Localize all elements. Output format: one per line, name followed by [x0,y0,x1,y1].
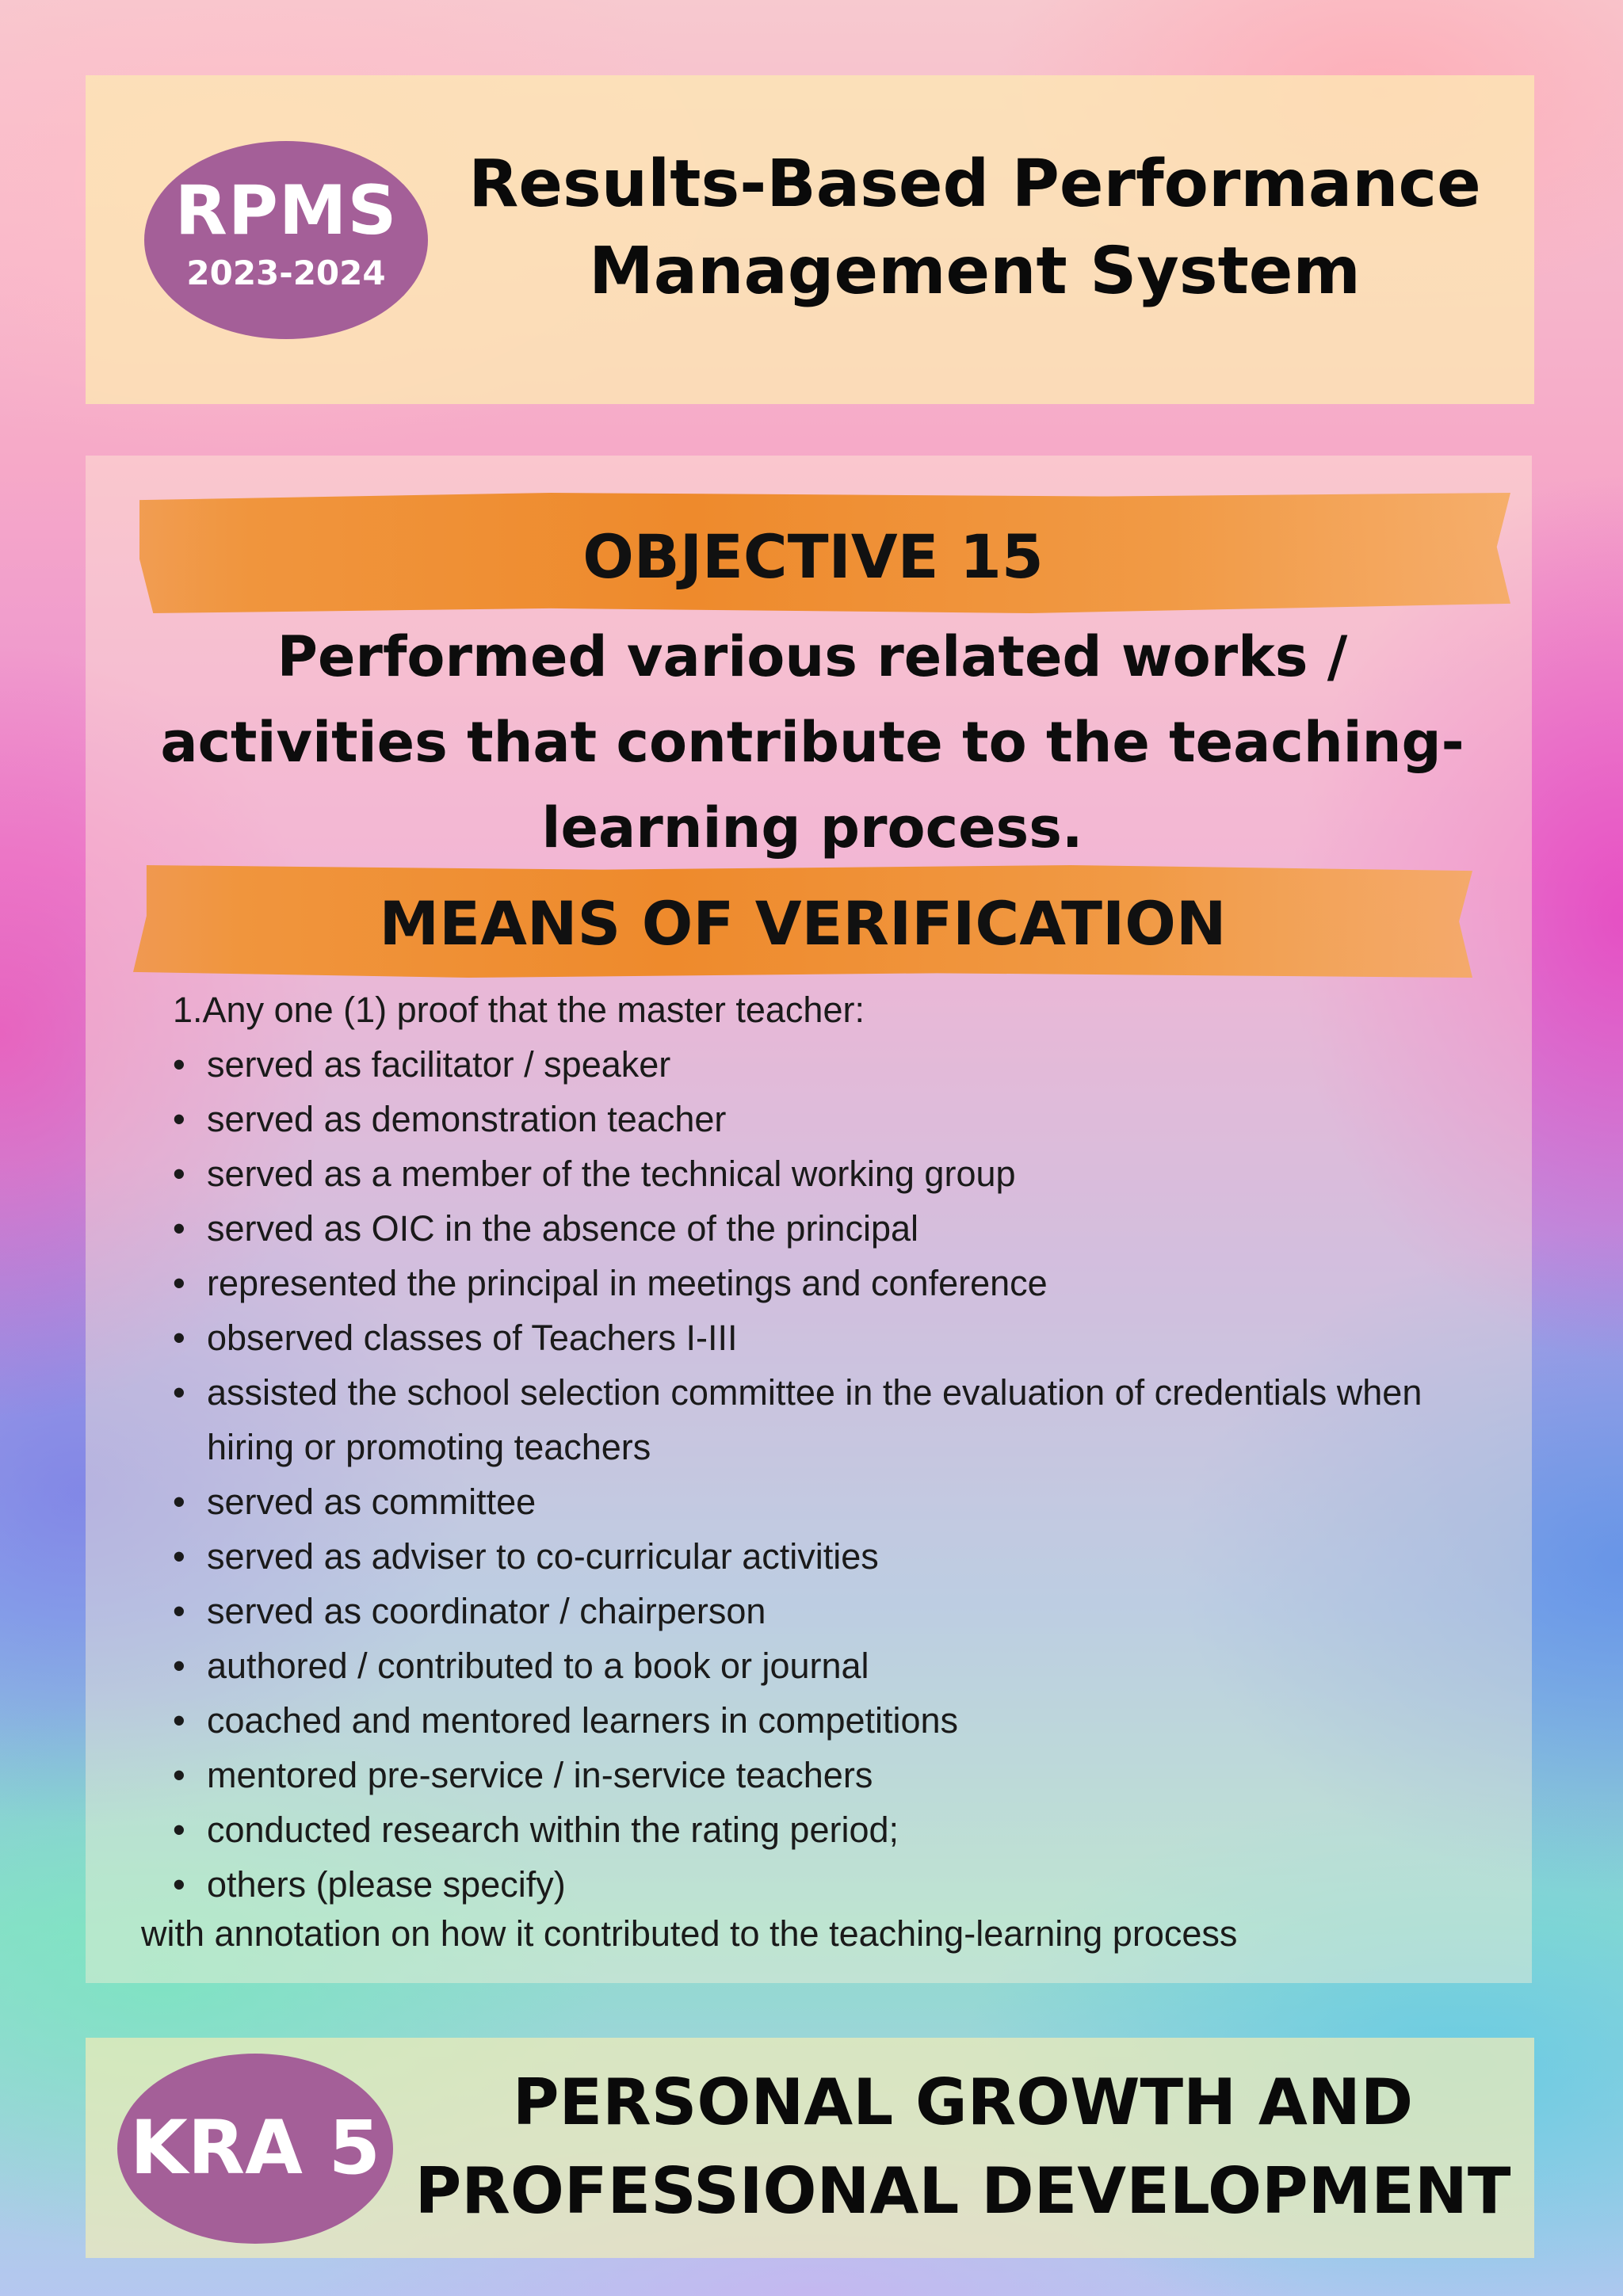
list-item-text: represented the principal in meetings and conference [207,1263,1048,1303]
list-item-text: assisted the school selection committee in the evaluation of credentials when hiring or promoting teachers [207,1372,1423,1467]
bullet-icon: • [173,1591,185,1631]
list-item [173,1037,1480,1092]
bullet-icon: • [173,1099,185,1139]
list-item [173,1365,1480,1474]
list-item [173,1584,1480,1638]
list-item [173,1529,1480,1584]
bullet-icon: • [173,1646,185,1686]
bullet-icon: • [173,1044,185,1085]
list-item-text: others (please specify) [207,1864,566,1905]
bullet-icon: • [173,1536,185,1577]
list-item [173,1092,1480,1146]
list-item-text: served as demonstration teacher [207,1099,727,1139]
mov-list [173,1037,1480,1912]
list-item-text: served as committee [207,1482,537,1522]
list-item [173,1748,1480,1802]
objective-description-line2: activities that contribute to the teaching- [160,710,1465,775]
bullet-icon: • [173,1755,185,1795]
rpms-badge [144,141,428,339]
list-item [173,1474,1480,1529]
bullet-icon: • [173,1154,185,1194]
list-item-text: served as adviser to co-curricular activities [207,1536,879,1577]
bullet-icon: • [173,1700,185,1741]
mov-outro: with annotation on how it contributed to the teaching-learning process [141,1913,1238,1954]
kra-title-line2: PROFESSIONAL DEVELOPMENT [414,2154,1511,2228]
bullet-icon: • [173,1208,185,1249]
list-item [173,1638,1480,1693]
bullet-icon: • [173,1482,185,1522]
mov-title: MEANS OF VERIFICATION [379,888,1227,959]
list-item-text: observed classes of Teachers I-III [207,1318,738,1358]
list-item-text: served as coordinator / chairperson [207,1591,766,1631]
list-item [173,1857,1480,1912]
bullet-icon: • [173,1263,185,1303]
rpms-badge-title: RPMS [174,171,398,250]
mov-intro: 1.Any one (1) proof that the master teacher: [173,990,865,1030]
list-item-text: mentored pre-service / in-service teachers [207,1755,873,1795]
objective-description-line1: Performed various related works / [277,624,1348,689]
kra-title-line1: PERSONAL GROWTH AND [512,2065,1414,2139]
list-item [173,1802,1480,1857]
list-item [173,1146,1480,1201]
bullet-icon: • [173,1810,185,1850]
bullet-icon: • [173,1372,185,1413]
list-item-text: coached and mentored learners in competitions [207,1700,959,1741]
list-item [173,1310,1480,1365]
list-item [173,1256,1480,1310]
objective-description-line3: learning process. [541,795,1083,860]
list-item-text: served as a member of the technical working group [207,1154,1016,1194]
page-title-line1: Results-Based Performance [468,147,1481,222]
rpms-badge-year: 2023-2024 [186,254,386,292]
kra-badge: KRA 5 [117,2054,393,2244]
page-title-line2: Management System [589,234,1361,309]
objective-description [95,614,1529,871]
list-item [173,1201,1480,1256]
list-item [173,1693,1480,1748]
list-item-text: served as OIC in the absence of the principal [207,1208,919,1249]
list-item-text: served as facilitator / speaker [207,1044,671,1085]
objective-label: OBJECTIVE 15 [582,521,1044,592]
page-title [428,141,1522,315]
bullet-icon: • [173,1864,185,1905]
list-item-text: authored / contributed to a book or journal [207,1646,869,1686]
bullet-icon: • [173,1318,185,1358]
kra-title [396,2058,1529,2236]
list-item-text: conducted research within the rating period; [207,1810,899,1850]
